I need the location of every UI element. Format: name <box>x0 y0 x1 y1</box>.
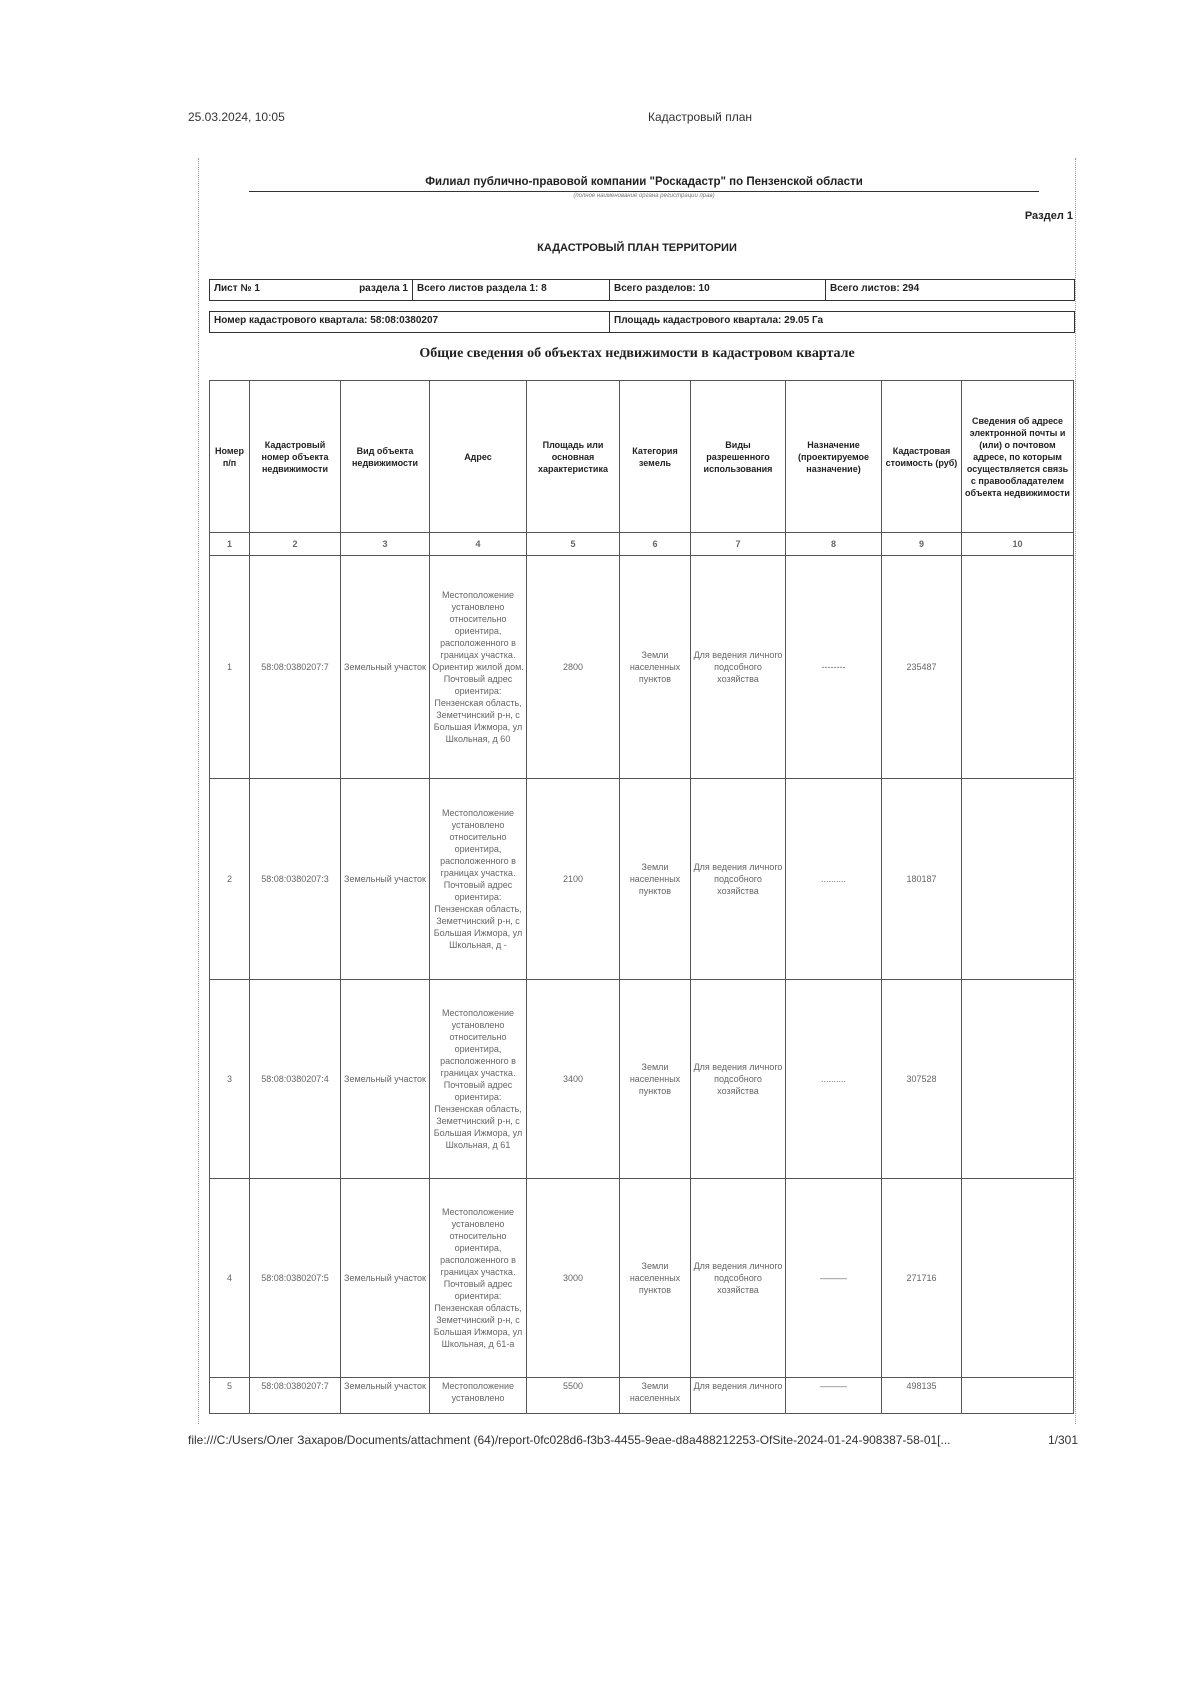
cadastral-number: 58:08:0380207:5 <box>250 1179 341 1378</box>
permitted-use: Для ведения личного <box>691 1378 786 1414</box>
table-row <box>210 556 1074 779</box>
organization-caption: (полное наименование органа регистрации прав) <box>573 193 715 199</box>
cadastral-number: 58:08:0380207:7 <box>250 1378 341 1414</box>
column-number: 9 <box>882 533 962 556</box>
purpose: ——— <box>786 1378 882 1414</box>
owner-contact <box>962 980 1074 1179</box>
owner-contact <box>962 556 1074 779</box>
row-number: 5 <box>210 1378 250 1414</box>
column-header: Категория земель <box>620 381 691 533</box>
row-number: 2 <box>210 779 250 980</box>
column-number: 8 <box>786 533 882 556</box>
column-number: 6 <box>620 533 691 556</box>
permitted-use: Для ведения личного подсобного хозяйства <box>691 980 786 1179</box>
print-header <box>188 110 1078 130</box>
sheets-total: Всего листов: 294 <box>825 280 1074 300</box>
object-address: Местоположение установлено относительно ориентира, расположенного в границах участка. Ориентир жилой дом. Почтовый адрес ориентира: Пензенская область, Земетчинский р-н, с Большая Ижмора, ул Школьная, д 60 <box>430 556 527 779</box>
object-kind: Земельный участок <box>341 1179 430 1378</box>
row-number: 1 <box>210 556 250 779</box>
purpose: .......... <box>786 779 882 980</box>
row-number: 3 <box>210 980 250 1179</box>
owner-contact <box>962 1378 1074 1414</box>
row-number: 4 <box>210 1179 250 1378</box>
object-area: 3400 <box>527 980 620 1179</box>
object-kind: Земельный участок <box>341 779 430 980</box>
column-number-row <box>210 533 1074 556</box>
column-number: 4 <box>430 533 527 556</box>
purpose: -------- <box>786 556 882 779</box>
cadastral-number: 58:08:0380207:4 <box>250 980 341 1179</box>
organization-underline <box>249 191 1039 192</box>
organization-name: Филиал публично-правовой компании "Роскадастр" по Пензенской области <box>425 176 863 188</box>
table-row <box>210 1179 1074 1378</box>
owner-contact <box>962 1179 1074 1378</box>
sections-total: Всего разделов: 10 <box>609 280 825 300</box>
object-area: 2100 <box>527 779 620 980</box>
print-date: 25.03.2024, 10:05 <box>188 110 285 124</box>
sheet-info-box <box>209 279 1075 301</box>
plan-title: КАДАСТРОВЫЙ ПЛАН ТЕРРИТОРИИ <box>537 242 737 254</box>
purpose: .......... <box>786 980 882 1179</box>
owner-contact <box>962 779 1074 980</box>
object-address: Местоположение установлено относительно ориентира, расположенного в границах участка. Почтовый адрес ориентира: Пензенская область, Земетчинский р-н, с Большая Ижмора, ул Школьная, д 61-а <box>430 1179 527 1378</box>
table-row <box>210 1378 1074 1414</box>
print-title: Кадастровый план <box>648 110 753 124</box>
object-address: Местоположение установлено <box>430 1378 527 1414</box>
column-header: Кадастровый номер объекта недвижимости <box>250 381 341 533</box>
permitted-use: Для ведения личного подсобного хозяйства <box>691 556 786 779</box>
land-category: Земли населенных <box>620 1378 691 1414</box>
column-header: Назначение (проектируемое назначение) <box>786 381 882 533</box>
column-header: Площадь или основная характеристика <box>527 381 620 533</box>
object-area: 3000 <box>527 1179 620 1378</box>
cadastral-block-number: Номер кадастрового квартала: 58:08:0380207 <box>214 315 439 326</box>
section-label: Раздел 1 <box>1024 210 1073 222</box>
land-category: Земли населенных пунктов <box>620 779 691 980</box>
object-address: Местоположение установлено относительно ориентира, расположенного в границах участка. Почтовый адрес ориентира: Пензенская область, Земетчинский р-н, с Большая Ижмора, ул Школьная, д - <box>430 779 527 980</box>
table-header-row <box>210 381 1074 533</box>
object-address: Местоположение установлено относительно ориентира, расположенного в границах участка. Почтовый адрес ориентира: Пензенская область, Земетчинский р-н, с Большая Ижмора, ул Школьная, д 61 <box>430 980 527 1179</box>
column-header: Вид объекта недвижимости <box>341 381 430 533</box>
cadastral-number: 58:08:0380207:3 <box>250 779 341 980</box>
column-header: Адрес <box>430 381 527 533</box>
column-header: Сведения об адресе электронной почты и (или) о почтовом адресе, по которым осуществляется связь с правообладателем объекта недвижимости <box>962 381 1074 533</box>
land-category: Земли населенных пунктов <box>620 980 691 1179</box>
cadastral-cost: 180187 <box>882 779 962 980</box>
object-area: 5500 <box>527 1378 620 1414</box>
real-estate-objects-table <box>209 380 1074 1414</box>
file-path: file:///C:/Users/Олег Захаров/Documents/attachment (64)/report-0fc028d6-f3b3-4455-9eae-d8a488212253-OfSite-2024-01-24-908387-58-01[... <box>188 1433 951 1447</box>
sheets-in-section: Всего листов раздела 1: 8 <box>412 280 609 300</box>
cadastral-block-area: Площадь кадастрового квартала: 29.05 Га <box>609 312 1074 332</box>
column-number: 1 <box>210 533 250 556</box>
land-category: Земли населенных пунктов <box>620 1179 691 1378</box>
table-row <box>210 980 1074 1179</box>
page-counter: 1/301 <box>1047 1433 1078 1447</box>
sheet-section: раздела 1 <box>359 283 408 294</box>
cadastral-cost: 307528 <box>882 980 962 1179</box>
column-header: Кадастровая стоимость (руб) <box>882 381 962 533</box>
section-title: Общие сведения об объектах недвижимости в кадастровом квартале <box>419 346 855 361</box>
sheet-number: Лист № 1 <box>214 283 260 294</box>
column-number: 2 <box>250 533 341 556</box>
column-number: 10 <box>962 533 1074 556</box>
cadastral-cost: 498135 <box>882 1378 962 1414</box>
permitted-use: Для ведения личного подсобного хозяйства <box>691 779 786 980</box>
land-category: Земли населенных пунктов <box>620 556 691 779</box>
permitted-use: Для ведения личного подсобного хозяйства <box>691 1179 786 1378</box>
object-kind: Земельный участок <box>341 556 430 779</box>
purpose: ——— <box>786 1179 882 1378</box>
cadastral-cost: 235487 <box>882 556 962 779</box>
block-info-box <box>209 311 1075 333</box>
column-number: 7 <box>691 533 786 556</box>
cadastral-number: 58:08:0380207:7 <box>250 556 341 779</box>
column-header: Виды разрешенного использования <box>691 381 786 533</box>
object-area: 2800 <box>527 556 620 779</box>
cadastral-cost: 271716 <box>882 1179 962 1378</box>
document-sheet <box>198 158 1076 1424</box>
object-kind: Земельный участок <box>341 1378 430 1414</box>
column-header: Номер п/п <box>210 381 250 533</box>
table-row <box>210 779 1074 980</box>
object-kind: Земельный участок <box>341 980 430 1179</box>
print-footer <box>188 1433 1078 1453</box>
column-number: 5 <box>527 533 620 556</box>
column-number: 3 <box>341 533 430 556</box>
